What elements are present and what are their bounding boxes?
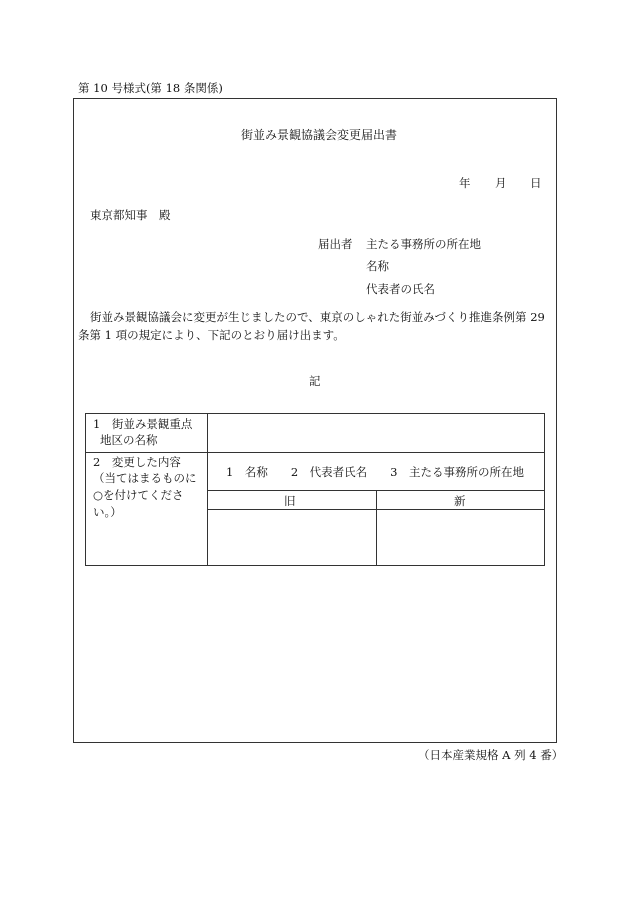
date-month: 月 bbox=[495, 176, 507, 190]
body-text-line1: 街並み景観協議会に変更が生じましたので、東京のしゃれた街並みづくり推進条例第 29 bbox=[90, 310, 545, 324]
old-new-divider bbox=[376, 490, 377, 565]
applicant-label: 届出者 bbox=[318, 237, 353, 251]
details-table bbox=[85, 413, 545, 566]
date-day: 日 bbox=[530, 176, 542, 190]
document-title: 街並み景観協議会変更届出書 bbox=[241, 128, 398, 142]
old-label: 旧 bbox=[284, 494, 296, 508]
footer-note: （日本産業規格 A 列 4 番） bbox=[418, 748, 564, 762]
row1-label-line2: 地区の名称 bbox=[100, 433, 158, 447]
form-number: 第 10 号様式(第 18 条関係) bbox=[78, 81, 223, 95]
ki-heading: 記 bbox=[309, 374, 321, 388]
applicant-office: 主たる事務所の所在地 bbox=[366, 237, 481, 251]
table-row-divider bbox=[86, 452, 544, 453]
applicant-representative: 代表者の氏名 bbox=[366, 282, 435, 296]
change-options: 1 名称 2 代表者氏名 3 主たる事務所の所在地 bbox=[226, 465, 524, 479]
date-year: 年 bbox=[459, 176, 471, 190]
row2-note: （当てはまるものに○を付けてください。） bbox=[93, 471, 197, 519]
new-label: 新 bbox=[454, 494, 466, 508]
row2-label: 2 変更した内容 bbox=[93, 455, 181, 469]
body-text-line2: 条第 1 項の規定により、下記のとおり届け出ます。 bbox=[78, 328, 345, 342]
row1-label-line1: 1 街並み景観重点 bbox=[93, 417, 193, 431]
addressee: 東京都知事 殿 bbox=[90, 208, 171, 222]
applicant-name: 名称 bbox=[366, 259, 389, 273]
